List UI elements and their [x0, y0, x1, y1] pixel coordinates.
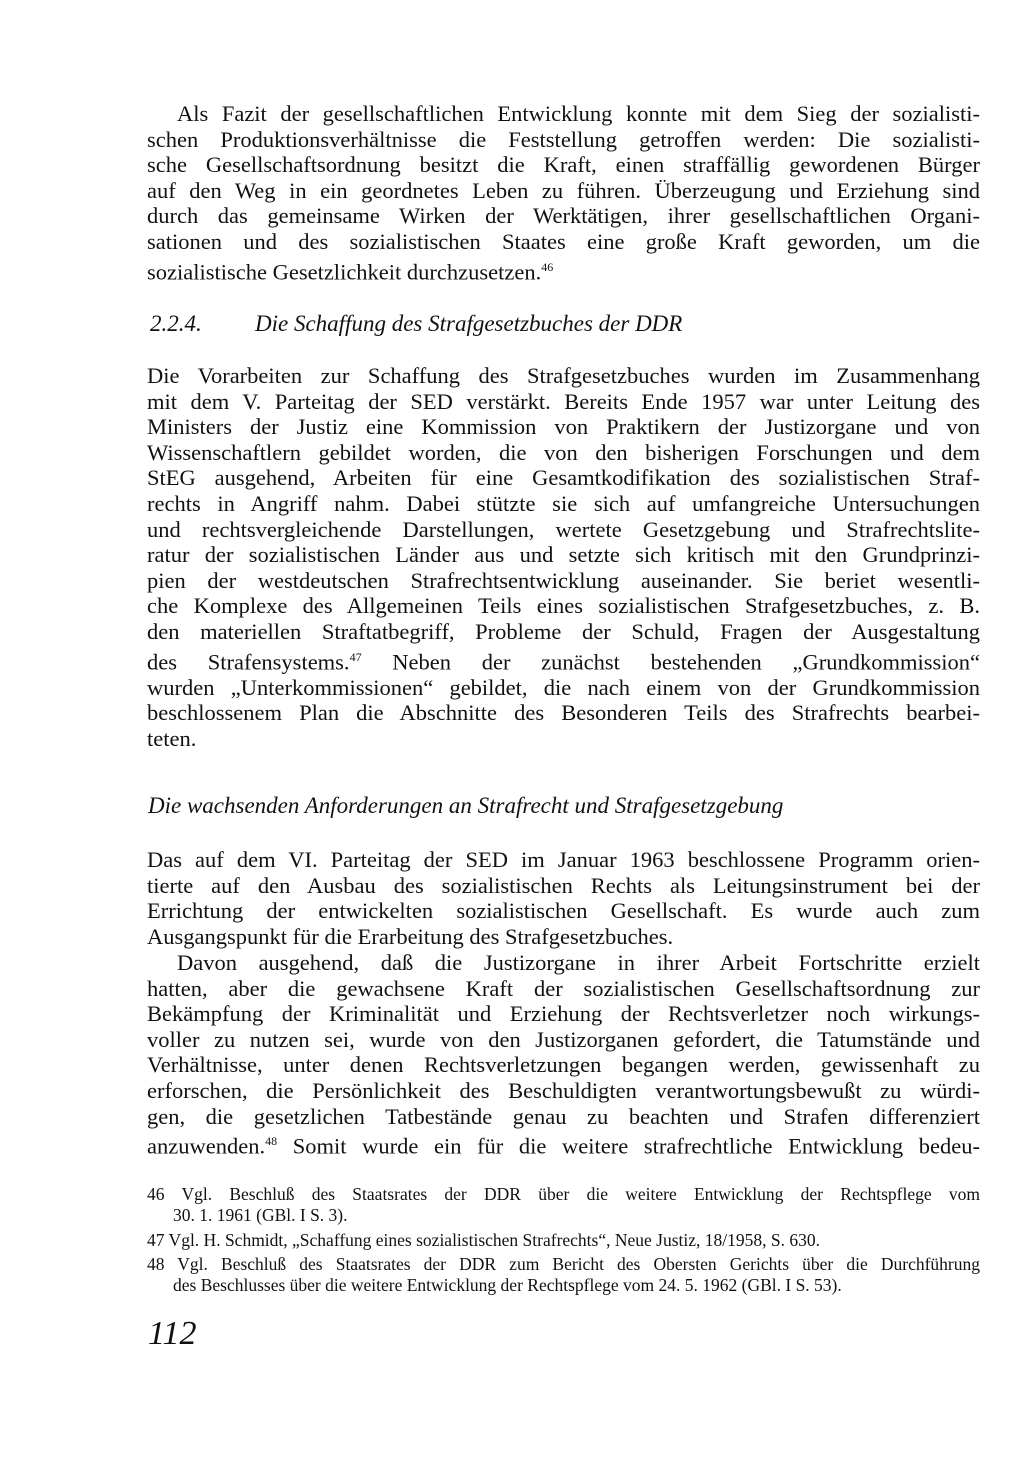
- text-line: sationen und des sozialistischen Staates eine große Kraft geworden, um die: [147, 228, 980, 254]
- text-line: Wissenschaftlern gebildet worden, die von den bisherigen Forschungen und dem: [147, 439, 980, 465]
- text-line: Ministers der Justiz eine Kommission von Praktikern der Justizorgane und von: [147, 414, 980, 440]
- paragraph-party-congress: [147, 847, 980, 949]
- text-line: pien der westdeutschen Strafrechtsentwicklung auseinander. Sie beriet wesentli-: [147, 567, 980, 593]
- footnote-47: 47 Vgl. H. Schmidt, „Schaffung eines sozialistischen Strafrechts“, Neue Justiz, 18/1958, S. 630.: [147, 1229, 820, 1250]
- paragraph-preparation: [147, 363, 980, 751]
- footnote-46: 46 Vgl. Beschluß des Staatsrates der DDR über die weitere Entwicklung der Rechtspflege vom: [147, 1184, 980, 1204]
- paragraph-justice-organs: [147, 950, 980, 1159]
- text-line: che Komplexe des Allgemeinen Teils eines sozialistischen Strafgesetzbuches, z. B.: [147, 593, 980, 619]
- text-line-content: anzuwenden.: [147, 1133, 266, 1159]
- text-line: [147, 645, 980, 675]
- text-line: rechts in Angriff nahm. Dabei stützte sie sich auf umfangreiche Untersuchungen: [147, 490, 980, 516]
- text-line-content: Neben der zunächst bestehenden „Grundkommission“: [361, 649, 980, 675]
- page-number: 112: [148, 1315, 197, 1352]
- footnote-ref-46: 46: [541, 259, 554, 274]
- text-line: voller zu nutzen sei, wurde von den Justizorganen gefordert, die Tatumstände und: [147, 1026, 980, 1052]
- text-line: ratur der sozialistischen Länder aus und setzte sich kritisch mit den Grundprinzi-: [147, 542, 980, 568]
- text-line: Davon ausgehend, daß die Justizorgane in ihrer Arbeit Fortschritte erzielt: [177, 950, 980, 975]
- subheading: Die wachsenden Anforderungen an Strafrecht und Strafgesetzgebung: [148, 793, 784, 818]
- section-title: Die Schaffung des Strafgesetzbuches der DDR: [255, 311, 683, 336]
- footnote-48-continued: des Beschlusses über die weitere Entwicklung der Rechtspflege vom 24. 5. 1962 (GBl. I S. 53).: [173, 1275, 842, 1296]
- text-line: Als Fazit der gesellschaftlichen Entwicklung konnte mit dem Sieg der sozialisti-: [177, 101, 980, 126]
- section-heading: [150, 311, 682, 337]
- text-line: mit dem V. Parteitag der SED verstärkt. Bereits Ende 1957 war unter Leitung des: [147, 388, 980, 414]
- text-line: beschlossenem Plan die Abschnitte des Besonderen Teils des Strafrechts bearbei-: [147, 700, 980, 726]
- text-line: auf den Weg in ein geordnetes Leben zu führen. Überzeugung und Erziehung sind: [147, 177, 980, 203]
- footnotes: [147, 1184, 980, 1296]
- text-line: [147, 255, 980, 285]
- text-line: den materiellen Straftatbegriff, Probleme der Schuld, Fragen der Ausgestaltung: [147, 618, 980, 644]
- paragraph-conclusion: [147, 101, 980, 285]
- text-line: und rechtsvergleichende Darstellungen, wertete Gesetzgebung und Strafrechtslite-: [147, 516, 980, 542]
- section-number: 2.2.4.: [150, 311, 202, 336]
- footnote-ref-47: 47: [349, 649, 362, 664]
- text-line: teten.: [147, 725, 197, 751]
- text-line: Verhältnisse, unter denen Rechtsverletzungen begangen werden, gewissenhaft zu: [147, 1052, 980, 1078]
- text-line: wurden „Unterkommissionen“ gebildet, die nach einem von der Grundkommission: [147, 674, 980, 700]
- footnote-ref-48: 48: [265, 1134, 278, 1149]
- text-line: schen Produktionsverhältnisse die Feststellung getroffen werden: Die sozialisti-: [147, 126, 980, 152]
- text-line: Errichtung der entwickelten sozialistischen Gesellschaft. Es wurde auch zum: [147, 898, 980, 924]
- footnote-48: 48 Vgl. Beschluß des Staatsrates der DDR zum Bericht des Obersten Gerichts über die Durchführung: [147, 1253, 980, 1274]
- text-line: tierte auf den Ausbau des sozialistischen Rechts als Leitungsinstrument bei der: [147, 872, 980, 898]
- text-line-content: des Strafensystems.: [147, 649, 350, 675]
- text-line: Ausgangspunkt für die Erarbeitung des Strafgesetzbuches.: [147, 923, 674, 949]
- text-line: [147, 1129, 980, 1159]
- text-line: Das auf dem VI. Parteitag der SED im Januar 1963 beschlossene Programm orien-: [147, 847, 980, 872]
- text-line: Die Vorarbeiten zur Schaffung des Strafgesetzbuches wurden im Zusammenhang: [147, 363, 980, 388]
- text-line: sche Gesellschaftsordnung besitzt die Kraft, einen straffällig gewordenen Bürger: [147, 152, 980, 178]
- text-line: erforschen, die Persönlichkeit des Beschuldigten verantwortungsbewußt zu würdi-: [147, 1077, 980, 1103]
- text-line: durch das gemeinsame Wirken der Werktätigen, ihrer gesellschaftlichen Organi-: [147, 203, 980, 229]
- text-line: StEG ausgehend, Arbeiten für eine Gesamtkodifikation des sozialistischen Straf-: [147, 465, 980, 491]
- text-line-content: sozialistische Gesetzlichkeit durchzusetzen.: [147, 259, 542, 285]
- text-line: hatten, aber die gewachsene Kraft der sozialistischen Gesellschaftsordnung zur: [147, 975, 980, 1001]
- text-line-content: Somit wurde ein für die weitere strafrechtliche Entwicklung bedeu-: [277, 1133, 980, 1159]
- text-line: gen, die gesetzlichen Tatbestände genau zu beachten und Strafen differenziert: [147, 1103, 980, 1129]
- text-line: Bekämpfung der Kriminalität und Erziehung der Rechtsverletzer noch wirkungs-: [147, 1001, 980, 1027]
- footnote-46-continued: 30. 1. 1961 (GBl. I S. 3).: [173, 1205, 348, 1226]
